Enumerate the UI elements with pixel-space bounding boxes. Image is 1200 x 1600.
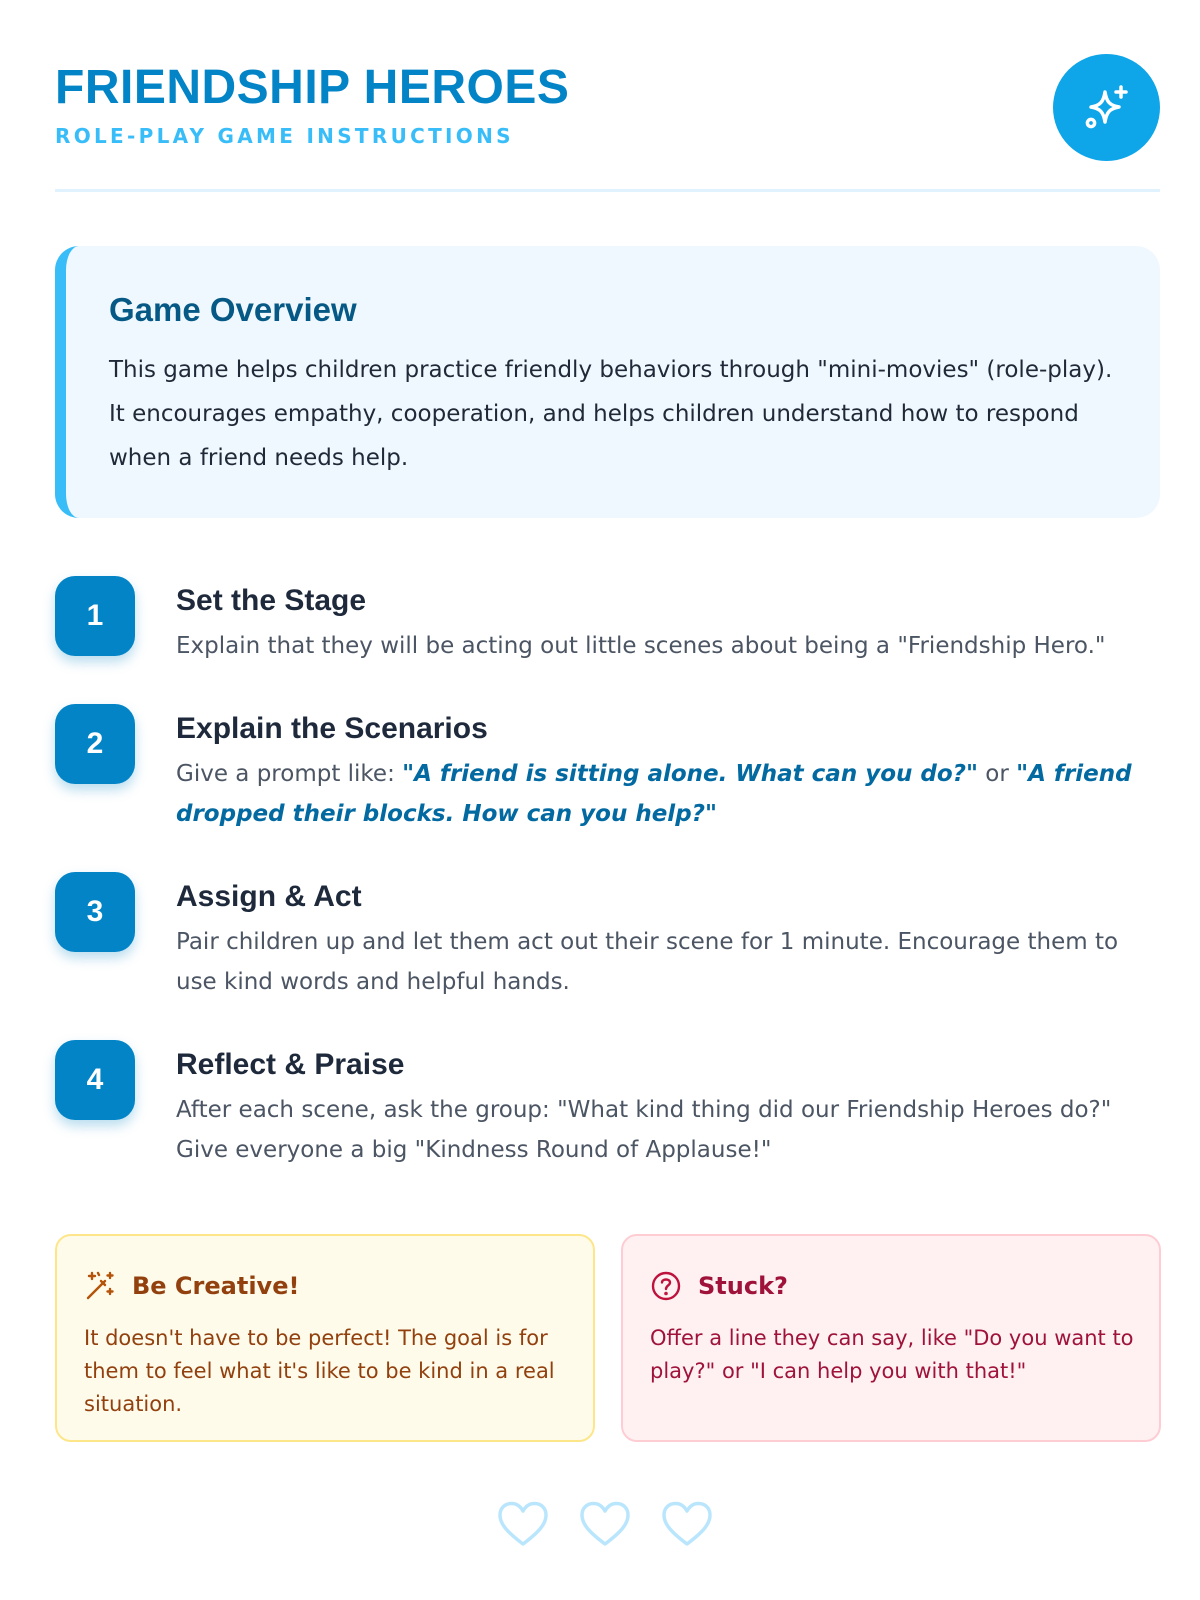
step-title: Reflect & Praise <box>176 1048 405 1081</box>
tip-card-text: It doesn't have to be perfect! The goal is for them to feel what it's like to be kind in a real situation. <box>84 1326 555 1416</box>
step-title: Set the Stage <box>176 584 367 617</box>
step-description-prefix: Give a prompt like: <box>176 761 395 787</box>
step-number-badge: 1 <box>55 576 135 656</box>
tip-card-stuck <box>621 1234 1161 1442</box>
scenario-quote: "A friend dropped their blocks. How can you help?" <box>176 761 1132 827</box>
step-description-connector: or <box>985 761 1009 787</box>
tip-card-text: Offer a line they can say, like "Do you want to play?" or "I can help you with that!" <box>650 1326 1134 1383</box>
overview-heading: Game Overview <box>109 291 357 328</box>
sparkles-icon <box>1081 82 1133 134</box>
step-number-badge: 4 <box>55 1040 135 1120</box>
step-title: Assign & Act <box>176 880 362 913</box>
magic-wand-icon <box>84 1270 116 1302</box>
page-title: FRIENDSHIP HEROES <box>55 61 570 114</box>
step-description <box>176 754 1161 834</box>
question-circle-icon <box>650 1270 682 1302</box>
page-subtitle: ROLE-PLAY GAME INSTRUCTIONS <box>55 124 514 148</box>
step-description: After each scene, ask the group: "What kind thing did our Friendship Heroes do?" Give everyone a big "Kindness Round of Applause!" <box>176 1097 1112 1163</box>
heart-icon <box>579 1500 631 1548</box>
tip-card-title: Stuck? <box>698 1272 788 1300</box>
header-badge <box>1053 54 1160 161</box>
step-title: Explain the Scenarios <box>176 712 488 745</box>
step-description: Explain that they will be acting out little scenes about being a "Friendship Hero." <box>176 633 1106 659</box>
step-number-badge: 3 <box>55 872 135 952</box>
page-header <box>55 54 1160 192</box>
footer-hearts <box>0 1500 1160 1548</box>
step-number-badge: 2 <box>55 704 135 784</box>
heart-icon <box>661 1500 713 1548</box>
scenario-quote: "A friend is sitting alone. What can you do?" <box>402 761 978 787</box>
step-description: Pair children up and let them act out their scene for 1 minute. Encourage them to use kind words and helpful hands. <box>176 929 1119 995</box>
heart-icon <box>497 1500 549 1548</box>
tip-card-title: Be Creative! <box>132 1272 300 1300</box>
game-overview-card <box>55 246 1160 518</box>
overview-text: This game helps children practice friendly behaviors through "mini-movies" (role-play). It encourages empathy, cooperation, and helps children understand how to respond when a friend needs help. <box>109 357 1113 471</box>
tip-card-creative <box>55 1234 595 1442</box>
